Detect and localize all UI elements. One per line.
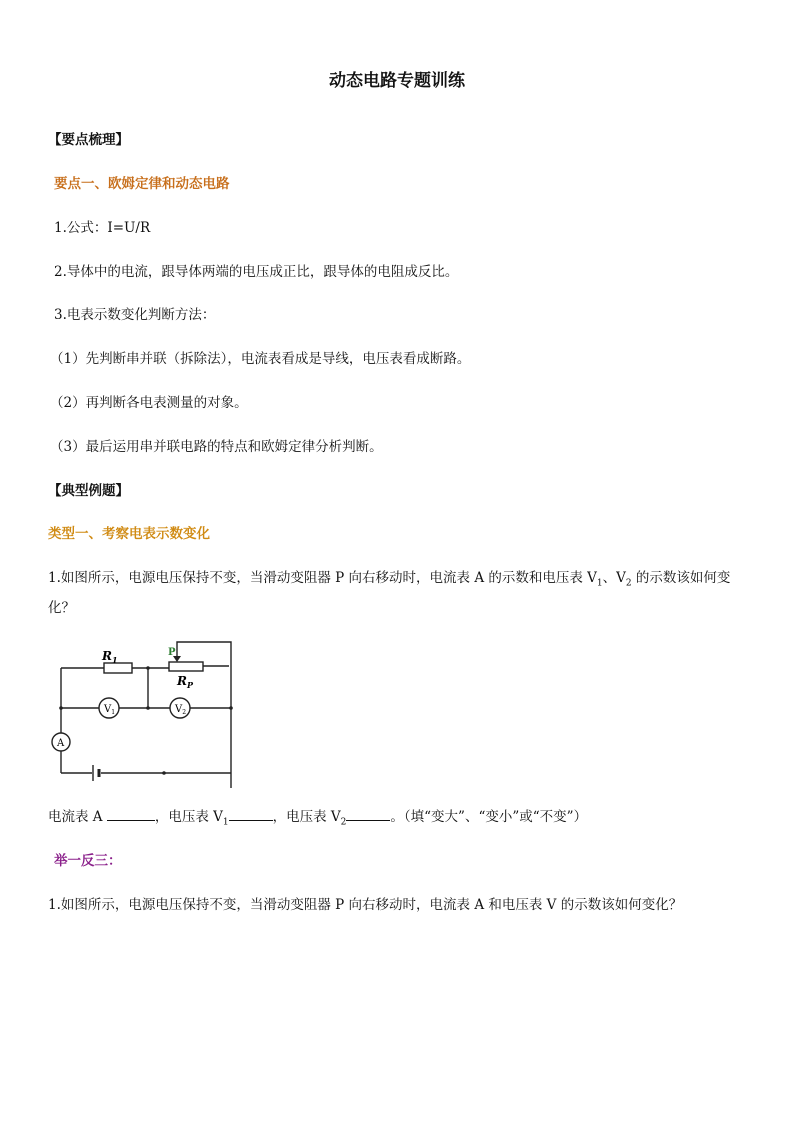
item-step1: （1）先判断串并联（拆除法），电流表看成是导线，电压表看成断路。 — [50, 351, 471, 367]
answer-blank-a[interactable] — [107, 808, 155, 821]
section-heading-key-points: 【要点梳理】 — [48, 132, 129, 148]
answer-v1-sub: 1 — [222, 817, 229, 828]
q1-text: 1.如图所示，电源电压保持不变，当滑动变阻器 P 向右移动时，电流表 A 的示数和电压表 V — [48, 570, 597, 586]
question1-line1 — [48, 569, 730, 587]
rheostat-rp — [169, 662, 203, 671]
junction-dot — [146, 666, 150, 670]
label-r1: $R_1$ — [102, 649, 118, 665]
circuit-diagram — [44, 635, 244, 790]
answer-line — [48, 808, 587, 826]
junction-dot — [146, 706, 150, 710]
junction-dot — [59, 706, 63, 710]
item-formula: 1.公式：I=U/R — [54, 220, 151, 236]
section-heading-examples: 【典型例题】 — [48, 483, 129, 499]
answer-v2-sub: 2 — [340, 817, 347, 828]
answer-blank-v2[interactable] — [346, 808, 390, 821]
question1-line2: 化？ — [48, 600, 75, 616]
page-title: 动态电路专题训练 — [329, 71, 465, 91]
item-ohm-law: 2.导体中的电流，跟导体两端的电压成正比，跟导体的电阻成反比。 — [54, 264, 459, 280]
label-rp: $R_P$ — [177, 674, 193, 690]
answer-v2-label: ，电压表 V — [272, 809, 341, 825]
item-step3: （3）最后运用串并联电路的特点和欧姆定律分析判断。 — [50, 439, 383, 455]
answer-v1-label: ，电压表 V — [154, 809, 223, 825]
type1-heading: 类型一、考察电表示数变化 — [48, 526, 210, 542]
q1-mid: 、V — [602, 570, 626, 586]
q1-sub2: 2 — [625, 578, 632, 589]
practice-heading: 举一反三： — [54, 853, 122, 869]
answer-a-label: 电流表 A — [48, 809, 107, 825]
q1-end: 的示数该如何变 — [631, 570, 731, 586]
practice-question1: 1.如图所示，电源电压保持不变，当滑动变阻器 P 向右移动时，电流表 A 和电压表 V 的示数该如何变化？ — [48, 897, 683, 913]
answer-tail: 。（填“变大”、“变小”或“不变”） — [390, 809, 588, 825]
q1-sub1: 1 — [596, 578, 603, 589]
resistor-r1 — [104, 663, 132, 673]
answer-blank-v1[interactable] — [229, 808, 273, 821]
label-p: P — [168, 647, 176, 658]
item-step2: （2）再判断各电表测量的对象。 — [50, 395, 248, 411]
label-a: A — [57, 738, 65, 749]
point1-heading: 要点一、欧姆定律和动态电路 — [54, 176, 230, 192]
item-method: 3.电表示数变化判断方法： — [54, 307, 216, 323]
label-v1: $V_1$ — [104, 704, 116, 716]
label-v2: $V_2$ — [175, 704, 187, 716]
junction-dot — [229, 706, 233, 710]
